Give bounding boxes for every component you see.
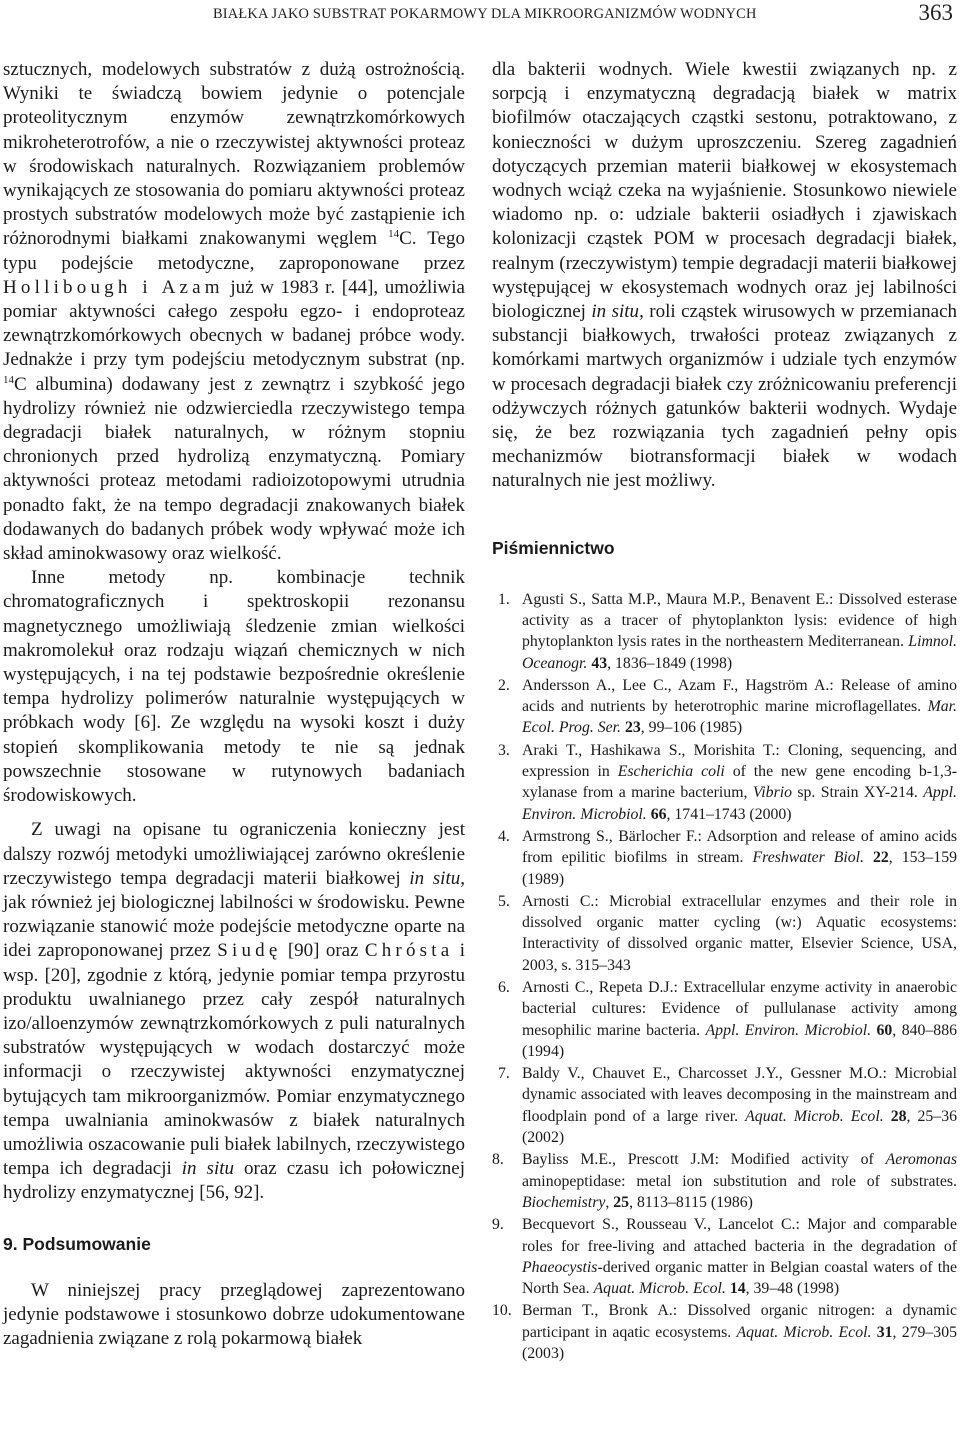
page-header xyxy=(0,0,960,34)
reference-item: 1. Agusti S., Satta M.P., Maura M.P., Benavent E.: Dissolved esterase activity as a tracer of phytoplankton lysis: evidence of high phytoplankton lysis rates in the northeastern Mediterranean. Limnol. Oceanogr. 43, 1836–1849 (1998) xyxy=(498,590,957,672)
reference-item: 4. Armstrong S., Bärlocher F.: Adsorption and release of amino acids from epilitic biofilms in stream. Freshwater Biol. 22, 153–159 (1989) xyxy=(498,827,957,888)
paragraph-open-questions: dla bakterii wodnych. Wiele kwestii związanych np. z sorpcją i enzymatyczną degradacją białek w matrix biofilmów otaczających cząstki sestonu, potraktowano, z konieczności w dużym uproszczeniu. Szereg zagadnień dotyczących przemian materii białkowej w ekosystemach wodnych wciąż czeka na wyjaśnienie. Stosunkowo niewiele wiadomo np. o: udziale bakterii osiadłych i zjawiskach kolonizacji cząstek POM w procesach degradacji białek, realnym (rzeczywistym) tempie degradacji materii białkowej występującej w ekosystemach wodnych oraz jej labilności biologicznej in situ, roli cząstek wirusowych w przemianach substancji białkowych, trwałości proteaz związanych z komórkami martwych organizmów i udziale tych enzymów w procesach degradacji białek czy zróżnicowaniu preferencji odżywczych różnych gatunków bakterii wodnych. Wydaje się, że bez rozwiązania tych zagadnień pełny opis mechanizmów biotransformacji białek w wodach naturalnych nie jest możliwy. xyxy=(492,59,958,492)
right-column xyxy=(492,58,957,1365)
paragraph-proteases-radiolabel: sztucznych, modelowych substratów z dużą ostrożnością. Wyniki te świadczą bowiem jedynie o potencjale proteolitycznym enzymów zewnątrzkomórkowych mikroheterotrofów, a nie o rzeczywistej aktywności proteaz w środowiskach naturalnych. Rozwiązaniem problemów wynikających ze stosowania do pomiaru aktywności proteaz prostych substratów modelowych może być zastąpienie ich różnorodnymi białkami znakowanymi węglem $^{14}$C. Tego typu podejście metodyczne, zaproponowane przez Hollibough i Azam już w 1983 r. [44], umożliwia pomiar aktywności całego zespołu egzo- i endoproteaz zewnątrzkomórkowych obecnych w badanej próbce wody. Jednakże i przy tym podejściu metodycznym substrat (np. $^{14}$C albumina) dodawany jest z zewnątrz i szybkość jego hydrolizy również nie odzwierciedla rzeczywistego tempa degradacji białek naturalnych, w różnym stopniu chronionych przed hydrolizą enzymatyczną. Pomiary aktywności proteaz metodami radioizotopowymi utrudnia ponadto fakt, że na tempo degradacji znakowanych białek dodawanych do badanych próbek wody wpływać może ich skład aminokwasowy oraz wielkość. xyxy=(3,59,465,565)
references-heading: Piśmiennictwo xyxy=(492,537,615,558)
paragraph-other-methods: Inne metody np. kombinacje technik chromatograficznych i spektroskopii rezonansu magnetycznego umożliwiają śledzenie zmian wielkości makromolekuł oraz rodzaju wiązań chemicznych w nich występujących, i na tej podstawie bezpośrednie określenie tempa hydrolizy polimerów naturalnie występujących w próbkach wody [6]. Ze względu na wysoki koszt i duży stopień skomplikowania metody te nie są jednak powszechnie stosowane w rutynowych badaniach środowiskowych. xyxy=(3,567,465,807)
section-heading-summary: 9. Podsumowanie xyxy=(3,1233,151,1254)
running-title: BIAŁKA JAKO SUBSTRAT POKARMOWY DLA MIKROORGANIZMÓW WODNYCH xyxy=(213,6,757,22)
author-name: Chrósta xyxy=(364,940,454,962)
reference-item: 7. Baldy V., Chauvet E., Charcosset J.Y., Gessner M.O.: Microbial dynamic associated with leaves decomposing in the mainstream and floodplain pond of a large river. Aquat. Microb. Ecol. 28, 25–36 (2002) xyxy=(498,1065,957,1147)
left-column xyxy=(3,58,465,1351)
reference-item: 3. Araki T., Hashikawa S., Morishita T.: Cloning, sequencing, and expression in Escherichia coli of the new gene encoding b-1,3-xylanase from a marine bacterium, Vibrio sp. Strain XY-214. Appl. Environ. Microbiol. 66, 1741–1743 (2000) xyxy=(498,741,957,823)
reference-item: 10. Berman T., Bronk A.: Dissolved organic nitrogen: a dynamic participant in aqatic ecosystems. Aquat. Microb. Ecol. 31, 279–305 (2003) xyxy=(492,1302,957,1363)
reference-item: 9. Becquevort S., Rousseau V., Lancelot C.: Major and comparable roles for free-living and attached bacteria in the degradation of Phaeocystis-derived organic matter in Belgian coastal waters of the North Sea. Aquat. Microb. Ecol. 14, 39–48 (1998) xyxy=(492,1216,957,1298)
page-number: 363 xyxy=(918,0,953,25)
author-name: Hollibough i Azam xyxy=(3,276,224,298)
reference-list xyxy=(492,589,957,1365)
author-name: Siudę xyxy=(217,940,282,962)
paragraph-summary: W niniejszej pracy przeglądowej zaprezentowano jedynie podstawowe i stosunkowo dobrze udokumentowane zagadnienia związane z rolą pokarmową białek xyxy=(3,1279,465,1349)
reference-item: 6. Arnosti C., Repeta D.J.: Extracellular enzyme activity in anaerobic bacterial cultures: Evidence of pullulanase activity among mesophilic marine bacteria. Appl. Environ. Microbiol. 60, 840–886 (1994) xyxy=(498,979,957,1060)
reference-item: 2. Andersson A., Lee C., Azam F., Hagström A.: Release of amino acids and nutrients by heterotrophic marine microflagellates. Mar. Ecol. Prog. Ser. 23, 99–106 (1985) xyxy=(498,676,957,737)
paragraph-method-development: Z uwagi na opisane tu ograniczenia konieczny jest dalszy rozwój metodyki umożliwiającej zarówno określenie rzeczywistego tempa degradacji materii białkowej in situ, jak również jej biologicznej labilności w środowisku. Pewne rozwiązanie stanowić może podejście metodyczne oparte na idei zaproponowanej przez Siudę [90] oraz Chrósta i wsp. [20], zgodnie z którą, jedynie pomiar tempa przyrostu produktu uwalnianego przez cały zespół naturalnych izo/alloenzymów zewnątrzkomórkowych z puli naturalnych substratów występujących w wodach dostarczyć może informacji o rzeczywistej aktywności enzymatycznej bytujących tam mikroorganizmów. Pomiar enzymatycznego tempa uwalniania aminokwasów z białek naturalnych umożliwia oszacowanie puli białek labilnych, rzeczywistego tempa ich degradacji in situ oraz czasu ich połowicznej hydrolizy enzymatycznej [56, 92]. xyxy=(3,819,465,1204)
reference-item: 5. Arnosti C.: Microbial extracellular enzymes and their role in dissolved organic matter cycling (w:) Aquatic ecosystems: Interactivity of dissolved organic matter, Elsevier Science, USA, 2003, s. 315–343 xyxy=(498,892,957,974)
reference-item: 8. Bayliss M.E., Prescott J.M: Modified activity of Aeromonas aminopeptidase: metal ion substitution and role of substrates. Biochemistry, 25, 8113–8115 (1986) xyxy=(492,1151,957,1211)
